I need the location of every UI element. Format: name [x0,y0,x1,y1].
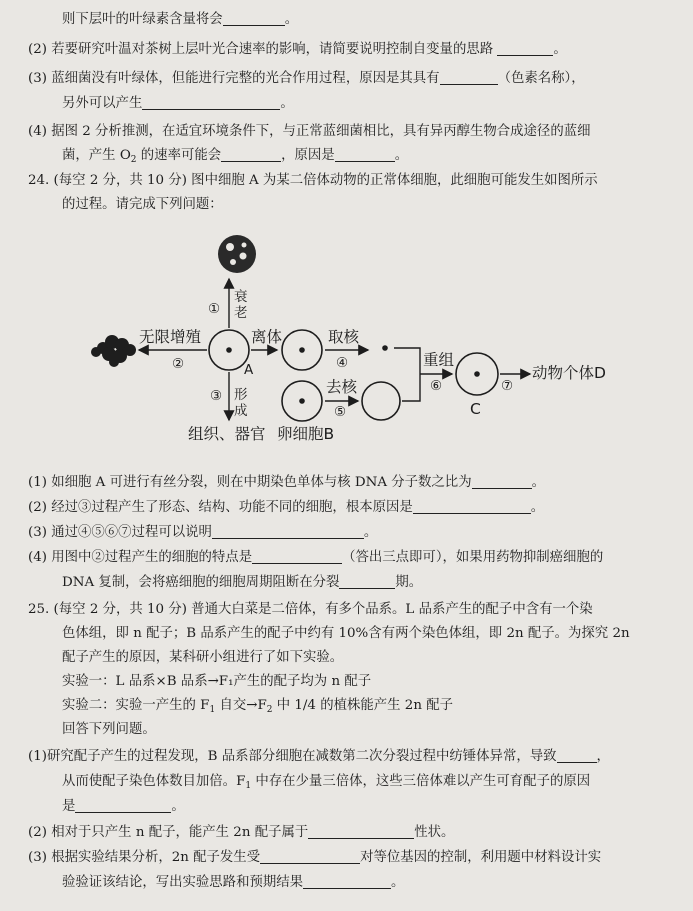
label-remove-nucleus: 去核 [326,378,358,396]
label-tissue-organ: 组织、器官 [188,425,266,443]
text-line: (1) 如细胞 A 可进行有丝分裂，则在中期染色单体与核 DNA 分子数之比为 。 [28,475,545,490]
text-line: 的过程。请完成下列问题： [62,197,223,212]
step-7-label: ⑦ [501,378,514,394]
step-2-label: ② [172,356,185,372]
question-25-header: 25. (每空 2 分，共 10 分) 普通大白菜是二倍体，有多个品系。L 品系产生的配子中含有一个染 [28,602,593,617]
cell-c-label: C [470,400,481,418]
text-line: (3) 根据实验结果分析，2n 配子发生受 对等位基因的控制，利用题中材料设计实 [28,850,602,865]
text-line: 从而使配子染色体数目加倍。$F_1$ 中存在少量三倍体，这些三倍体难以产生可育配子的原因 [62,774,591,791]
label-take-nucleus: 取核 [328,328,360,346]
text-line: (1)研究配子产生的过程发现，B 品系部分细胞在减数第二次分裂过程中纺锤体异常，导致 ， [28,749,610,764]
text-line: (3) 通过④⑤⑥⑦过程可以说明 。 [28,525,378,540]
label-shuai: 衰 [234,289,248,305]
text-line: (3) 蓝细菌没有叶绿体，但能进行完整的光合作用过程，原因是其具有 （色素名称）， [28,71,585,86]
step-5-label: ⑤ [334,404,347,420]
text-line: 回答下列问题。 [62,722,156,737]
cell-a-label: A [244,362,254,378]
label-cheng: 成 [234,403,248,419]
label-animal-d: 动物个体D [532,364,606,382]
text-line: (2) 相对于只产生 n 配子，能产生 2n 配子属于 性状。 [28,825,455,840]
text-line: 验验证该结论，写出实验思路和预期结果 。 [62,875,405,890]
label-isolated: 离体 [251,328,283,346]
label-recombine: 重组 [423,351,455,369]
step-1-label: ① [208,301,221,317]
text-line: 配子产生的原因，某科研小组进行了如下实验。 [62,650,344,665]
text-line: (2) 经过③过程产生了形态、结构、功能不同的细胞，根本原因是 。 [28,500,545,515]
text-line: 实验一：L 品系×B 品系→F₁产生的配子均为 n 配子 [62,674,372,689]
senescent-cell-icon [218,235,256,273]
enucleated-egg-icon [362,382,400,420]
question-24-header: 24. (每空 2 分，共 10 分) 图中细胞 A 为某二倍体动物的正常体细胞，此细胞可能发生如图所示 [28,173,598,188]
text-line: (4) 用图中②过程产生的细胞的特点是 （答出三点即可），如果用药物抑制癌细胞的 [28,550,604,565]
text-line: 色体组，即 n 配子；B 品系产生的配子中约有 10%含有两个染色体组，即 2n 配子。为探究 2n [62,626,630,641]
text-line: (2) 若要研究叶温对茶树上层叶光合速率的影响，请简要说明控制自变量的思路 。 [28,42,567,57]
text-line: (4) 据图 2 分析推测，在适宜环境条件下，与正常蓝细菌相比，具有异丙醇生物合成途径的蓝细 [28,124,591,139]
text-line: 实验二：实验一产生的 $F_1$ 自交$\to F_2$ 中 1/4 的植株能产生 2n 配子 [62,698,453,715]
nucleus-icon [382,345,388,351]
step-3-label: ③ [210,388,223,404]
text-line: 另外可以产生 。 [62,96,294,111]
text-line: 则下层叶的叶绿素含量将会 。 [62,12,299,27]
text-line: DNA 复制，会将癌细胞的细胞周期阻断在分裂 期。 [62,575,423,590]
label-lao: 老 [234,305,248,321]
label-infinite-proliferation: 无限增殖 [139,328,202,346]
text-line: 菌，产生 $O_2$ 的速率可能会 ，原因是 。 [62,148,409,165]
label-egg-cell-b: 卵细胞B [277,425,335,443]
step-4-label: ④ [336,355,349,371]
text-line: 是 。 [62,799,185,814]
label-xing: 形 [234,387,248,403]
step-6-label: ⑥ [430,378,443,394]
cancer-cell-cluster-icon [91,335,136,367]
